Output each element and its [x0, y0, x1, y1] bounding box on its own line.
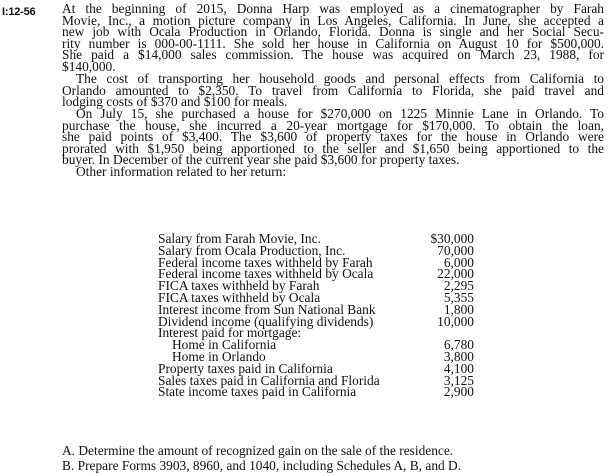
paragraph-4: [62, 166, 604, 178]
paragraph-1-line: new job with Ocala Production in Orlando, Florida. Donna is single and her Social Secu-: [62, 24, 604, 40]
paragraph-2-line: The cost of transporting her household goods and personal effects from California to: [76, 71, 604, 86]
income-table: [158, 233, 474, 398]
row-amount: 1,800: [443, 301, 474, 317]
row-amount: 2,900: [443, 384, 474, 400]
task-list: [62, 444, 461, 473]
row-amount: 4,100: [443, 360, 474, 376]
row-amount: 6,000: [443, 254, 474, 270]
row-label: Federal income taxes withheld by Ocala: [158, 266, 374, 282]
row-label: State income taxes paid in California: [158, 384, 357, 400]
row-amount: 10,000: [437, 313, 474, 329]
row-label: Home in Orlando: [172, 348, 266, 364]
problem-number: I:12-56: [2, 6, 36, 18]
row-amount: 70,000: [437, 242, 474, 258]
paragraph-3-line: purchase the house, she incurred a 20-year mortgage for $170,000. To obtain the loan,: [62, 117, 604, 133]
row-label: Home in California: [172, 337, 277, 353]
row-label: Salary from Farah Movie, Inc.: [158, 231, 321, 246]
paragraph-2-line: Orlando amounted to $2,350. To travel from California to Florida, she paid travel and: [62, 82, 604, 98]
paragraph-1-line: $140,000.: [62, 58, 116, 74]
row-label: Interest income from Sun National Bank: [158, 301, 376, 317]
paragraph-3-line: she paid points of $3,400. The $3,600 of property taxes for the house in Orlando were: [62, 129, 604, 145]
paragraph-1-line: At the beginning of 2015, Donna Harp was employed as a cinematographer by Farah: [62, 1, 604, 16]
paragraph-3-line: buyer. In December of the current year she paid $3,600 for property taxes.: [62, 152, 460, 168]
paragraph-1-line: Movie, Inc., a motion picture company in Los Angeles, California. In June, she accepted a: [62, 12, 604, 28]
row-amount: 3,125: [443, 372, 474, 388]
paragraph-4-line: Other information related to her return:: [76, 164, 287, 179]
paragraph-1-line: rity number is 000-00-1111. She sold her house in California on August 10 for $500,000.: [62, 35, 604, 51]
task-a: A. Determine the amount of recognized gain on the sale of the residence.: [62, 443, 454, 458]
paragraph-2-line: lodging costs of $370 and $100 for meals.: [62, 94, 288, 110]
row-amount: 5,355: [443, 289, 474, 305]
row-label: FICA taxes withheld by Farah: [158, 278, 320, 294]
paragraph-3-line: prorated with $1,950 being apportioned to the seller and $1,650 being apportioned to the: [62, 140, 604, 156]
paragraph-2: [62, 73, 604, 108]
row-label: Interest paid for mortgage:: [158, 325, 302, 341]
row-label: FICA taxes withheld by Ocala: [158, 289, 321, 305]
row-amount: 22,000: [437, 266, 474, 282]
paragraph-1-line: She paid a $14,000 sales commission. The house was acquired on March 23, 1988, for: [62, 47, 604, 63]
row-label: Dividend income (qualifying dividends): [158, 313, 374, 329]
row-amount: $30,000: [430, 231, 474, 246]
row-amount: 6,780: [443, 337, 474, 353]
task-b: B. Prepare Forms 3903, 8960, and 1040, including Schedules A, B, and D.: [62, 457, 462, 473]
paragraph-3-line: On July 15, she purchased a house for $270,000 on 1225 Minnie Lane in Orlando. To: [76, 106, 604, 121]
row-label: Property taxes paid in California: [158, 360, 333, 376]
row-amount: 3,800: [443, 348, 474, 364]
row-label: Sales taxes paid in California and Florida: [158, 372, 380, 388]
paragraph-3: [62, 108, 604, 166]
table-row: [158, 386, 474, 398]
row-amount: 2,295: [443, 278, 474, 294]
row-label: Federal income taxes withheld by Farah: [158, 254, 373, 270]
paragraph-1: [62, 3, 604, 73]
row-label: Salary from Ocala Production, Inc.: [158, 242, 346, 258]
